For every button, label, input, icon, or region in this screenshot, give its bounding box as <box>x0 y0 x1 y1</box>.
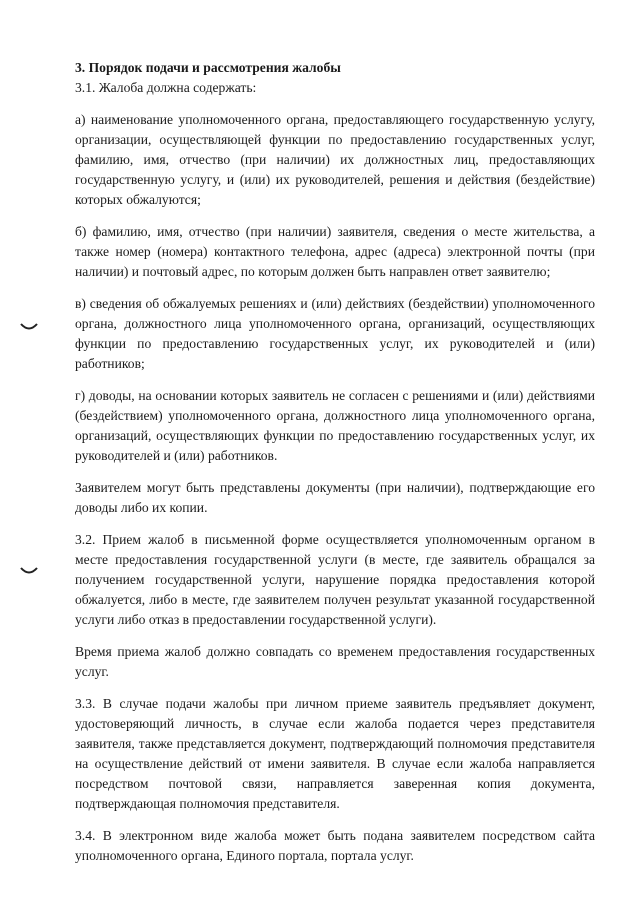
section-intro: 3.1. Жалоба должна содержать: <box>75 80 257 95</box>
paragraph-3-2: 3.2. Прием жалоб в письменной форме осуществляется уполномоченным органом в месте предоставления государственной услуги (в месте, где заявитель обращался за получением государственной услуги, нарушение порядка предоставления которой обжалуется, либо в месте, где заявителем получен результат указанной государственной услуги либо отказ в предоставлении государственной услуги). <box>75 532 595 627</box>
paragraph-item-a: а) наименование уполномоченного органа, предоставляющего государственную услугу, организации, осуществляющей функции по предоставлению государственных услуг, фамилию, имя, отчество (при наличии) их должностных лиц, предоставляющих государственную услугу, и (или) их руководителей, решения и действия (бездействие) которых обжалуются; <box>75 112 595 207</box>
binding-hole-mark-lower <box>20 566 38 576</box>
binding-hole-mark-upper <box>20 322 38 332</box>
paragraph-item-g: г) доводы, на основании которых заявитель не согласен с решениями и (или) действиями (бездействием) уполномоченного органа, должностного лица уполномоченного органа, организаций, осуществляющих функции по предоставлению государственных услуг, их руководителей и (или) работников. <box>75 388 595 463</box>
paragraph-3-3: 3.3. В случае подачи жалобы при личном приеме заявитель предъявляет документ, удостоверяющий личность, в случае если жалоба подается через представителя заявителя, также представляется документ, подтверждающий полномочия представителя на осуществление действий от имени заявителя. В случае если жалоба направляется посредством почтовой связи, направляется заверенная копия документа, подтверждающая полномочия представителя. <box>75 696 595 811</box>
paragraph-documents: Заявителем могут быть представлены документы (при наличии), подтверждающие его доводы либо их копии. <box>75 480 595 515</box>
paragraph-item-b: б) фамилию, имя, отчество (при наличии) заявителя, сведения о месте жительства, а также номер (номера) контактного телефона, адрес (адреса) электронной почты (при наличии) и почтовый адрес, по которым должен быть направлен ответ заявителю; <box>75 224 595 279</box>
document-page <box>75 58 595 878</box>
paragraph-item-v: в) сведения об обжалуемых решениях и (или) действиях (бездействии) уполномоченного органа, должностного лица уполномоченного органа, организаций, осуществляющих функции по предоставлению государственных услуг, их руководителей и (или) работников; <box>75 296 595 371</box>
paragraph-3-4: 3.4. В электронном виде жалоба может быть подана заявителем посредством сайта уполномоченного органа, Единого портала, портала услуг. <box>75 828 595 863</box>
section-heading: 3. Порядок подачи и рассмотрения жалобы <box>75 60 341 75</box>
paragraph-reception-time: Время приема жалоб должно совпадать со временем предоставления государственных услуг. <box>75 644 595 679</box>
